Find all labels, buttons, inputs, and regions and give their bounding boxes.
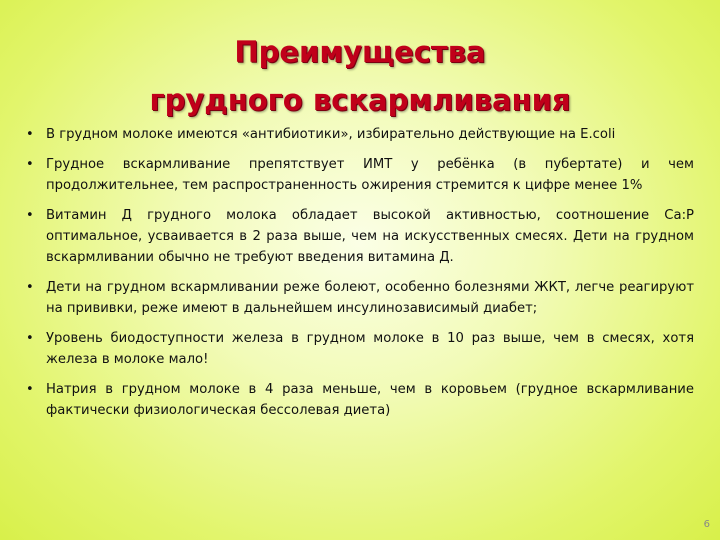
bullet-item xyxy=(26,154,694,196)
slide-title xyxy=(0,28,720,124)
bullet-item xyxy=(26,328,694,370)
bullet-dot-icon: • xyxy=(26,382,34,397)
bullet-text: Уровень биодоступности железа в грудном молоке в 10 раз выше, чем в смесях, хотя железа в молоке мало! xyxy=(46,331,694,367)
bullet-dot-icon: • xyxy=(26,157,34,172)
bullet-dot-icon: • xyxy=(26,280,34,295)
bullet-item xyxy=(26,277,694,319)
bullet-item xyxy=(26,124,694,145)
bullet-text: Грудное вскармливание препятствует ИМТ у ребёнка (в пубертате) и чем продолжительнее, тем распространенность ожирения стремится к цифре менее 1% xyxy=(46,157,694,193)
page-number: 6 xyxy=(703,519,710,530)
bullet-item xyxy=(26,205,694,268)
bullet-text: Витамин Д грудного молока обладает высокой активностью, соотношение Са:Р оптимальное, усваивается в 2 раза выше, чем на искусственных смесях. Дети на грудном вскармливании обычно не требуют введения витамина Д. xyxy=(46,208,694,265)
bullet-text: Дети на грудном вскармливании реже болеют, особенно болезнями ЖКТ, легче реагируют на прививки, реже имеют в дальнейшем инсулинозависимый диабет; xyxy=(46,280,694,316)
bullet-item xyxy=(26,379,694,421)
bullet-list xyxy=(26,124,694,430)
bullet-text: Натрия в грудном молоке в 4 раза меньше, чем в коровьем (грудное вскармливание фактически физиологическая бессолевая диета) xyxy=(46,382,694,418)
slide-title-line-2: грудного вскармливания xyxy=(149,83,571,117)
bullet-dot-icon: • xyxy=(26,208,34,223)
bullet-dot-icon: • xyxy=(26,331,34,346)
bullet-text: В грудном молоке имеются «антибиотики», избирательно действующие на E.coli xyxy=(46,127,616,142)
bullet-dot-icon: • xyxy=(26,127,34,142)
slide-title-line-1: Преимущества xyxy=(234,35,486,69)
